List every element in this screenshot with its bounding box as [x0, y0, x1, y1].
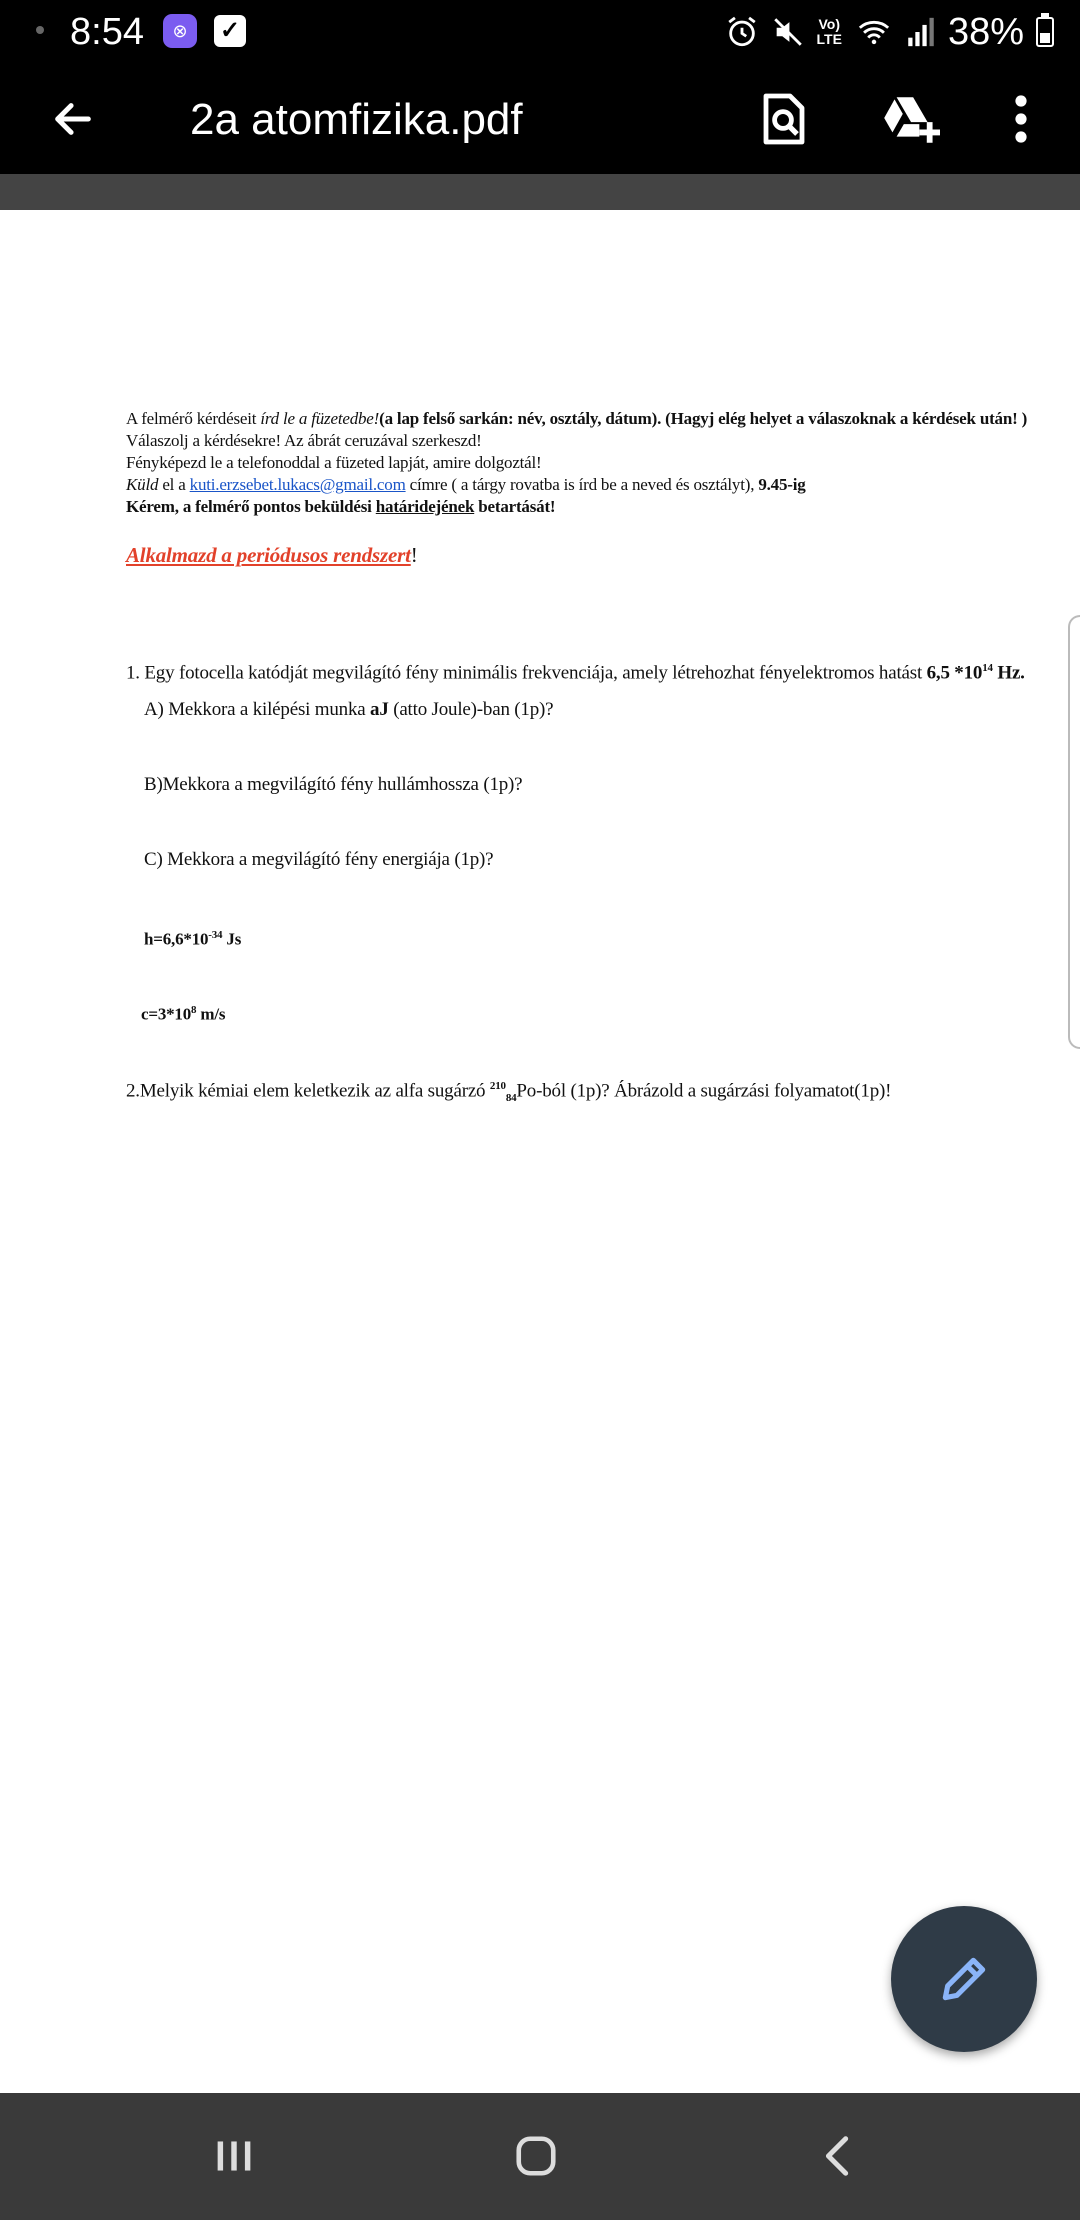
frequency-exponent: 14 — [982, 662, 993, 674]
question-1-text: 1. Egy fotocella katódját megvilágító fény minimális frekvenciája, amely létrehozhat fényelektromos hatást — [126, 662, 927, 684]
app-launcher-icon: ⊗ — [163, 14, 197, 48]
wifi-icon — [854, 15, 894, 49]
email-link[interactable]: kuti.erzsebet.lukacs@gmail.com — [189, 475, 406, 494]
periodic-heading-mark: ! — [410, 543, 418, 567]
intro-text: Kérem, a felmérő pontos beküldési — [126, 497, 376, 516]
light-speed-unit: m/s — [196, 1004, 226, 1024]
send-word: Küld — [126, 475, 159, 494]
light-speed-value: c=3*10 — [141, 1004, 192, 1024]
home-button[interactable] — [491, 2123, 581, 2189]
google-drive-add-icon — [878, 93, 940, 145]
deadline-word: határidejének — [375, 497, 475, 516]
battery-icon — [1036, 17, 1054, 47]
intro-text: címre ( a tárgy rovatba is írd be a neved és osztályt), — [405, 475, 759, 494]
toolbar-shadow-band — [0, 174, 1080, 210]
planck-exponent: -34 — [208, 929, 223, 941]
question-2-text: 2.Melyik kémiai elem keletkezik az alfa sugárzó — [126, 1080, 490, 1102]
status-time: 8:54 — [70, 11, 144, 53]
question-1a-text-end: (atto Joule)-ban (1p)? — [388, 699, 554, 720]
pdf-page — [0, 210, 1080, 2093]
system-nav-bar — [0, 2093, 1080, 2220]
intro-text: el a — [158, 475, 190, 494]
nav-back-button[interactable] — [793, 2123, 883, 2189]
speed-of-light — [141, 999, 225, 1026]
intro-bold: (a lap felső sarkán: név, osztály, dátum). (Hagyj elég helyet a válaszoknak a kérdések után! ) — [379, 409, 1028, 428]
recent-apps-button[interactable] — [189, 2123, 279, 2189]
more-options-button[interactable] — [986, 86, 1056, 152]
search-document-icon — [760, 92, 808, 146]
signal-icon — [906, 15, 936, 49]
frequency-value: 6,5 *10 — [926, 662, 983, 684]
back-icon — [818, 2133, 858, 2179]
add-to-drive-button[interactable] — [874, 86, 944, 152]
periodic-table-heading — [126, 541, 418, 569]
back-arrow-icon — [50, 96, 96, 142]
recent-apps-icon — [212, 2136, 256, 2176]
app-bar — [0, 64, 1080, 174]
question-2-text-end: Po-ból (1p)? Ábrázold a sugárzási folyamatot(1p)! — [516, 1080, 892, 1102]
mass-number: 210 — [489, 1080, 506, 1092]
planck-value: h=6,6*10 — [144, 929, 209, 949]
intro-line-4 — [126, 474, 806, 496]
edge-panel-handle[interactable] — [1068, 615, 1080, 1049]
question-1a — [144, 698, 553, 722]
dot-icon — [36, 26, 44, 34]
back-button[interactable] — [40, 86, 106, 152]
question-1 — [126, 656, 1025, 685]
search-document-button[interactable] — [749, 86, 819, 152]
edit-pencil-icon — [936, 1951, 992, 2007]
light-speed-exponent: 8 — [191, 1004, 197, 1016]
home-icon — [513, 2133, 559, 2179]
deadline-time: 9.45-ig — [758, 475, 806, 494]
intro-line-1 — [126, 408, 1027, 430]
document-title: 2a atomfizika.pdf — [190, 95, 523, 144]
intro-line-5 — [126, 496, 555, 518]
status-bar — [0, 0, 1080, 64]
question-1c: C) Mekkora a megvilágító fény energiája (1p)? — [144, 849, 494, 870]
question-2 — [126, 1074, 891, 1110]
check-app-icon: ✓ — [214, 15, 246, 47]
mute-icon — [771, 15, 805, 49]
intro-line-3: Fényképezd le a telefonoddal a füzeted lapját, amire dolgoztál! — [126, 453, 542, 472]
intro-text: A felmérő kérdéseit — [126, 409, 261, 428]
unit-aj: aJ — [370, 699, 389, 720]
more-vert-icon — [1013, 94, 1029, 144]
edit-fab-button[interactable] — [891, 1906, 1037, 2052]
alarm-icon — [725, 15, 759, 49]
planck-unit: Js — [222, 929, 242, 949]
intro-italic: írd le a füzetedbe! — [260, 409, 380, 428]
battery-percent: 38% — [947, 11, 1024, 53]
status-icons — [725, 8, 1054, 56]
intro-text: betartását! — [474, 497, 556, 516]
atomic-number: 84 — [505, 1092, 517, 1105]
periodic-heading-text: Alkalmazd a periódusos rendszert — [126, 543, 411, 567]
frequency-unit: Hz. — [992, 662, 1025, 684]
planck-constant — [144, 924, 241, 951]
intro-line-2: Válaszolj a kérdésekre! Az ábrát ceruzával szerkeszd! — [126, 431, 482, 450]
question-1b: B)Mekkora a megvilágító fény hullámhossza (1p)? — [144, 774, 523, 795]
question-1a-text: A) Mekkora a kilépési munka — [144, 699, 371, 720]
volte-icon: Vo) LTE — [816, 16, 842, 47]
